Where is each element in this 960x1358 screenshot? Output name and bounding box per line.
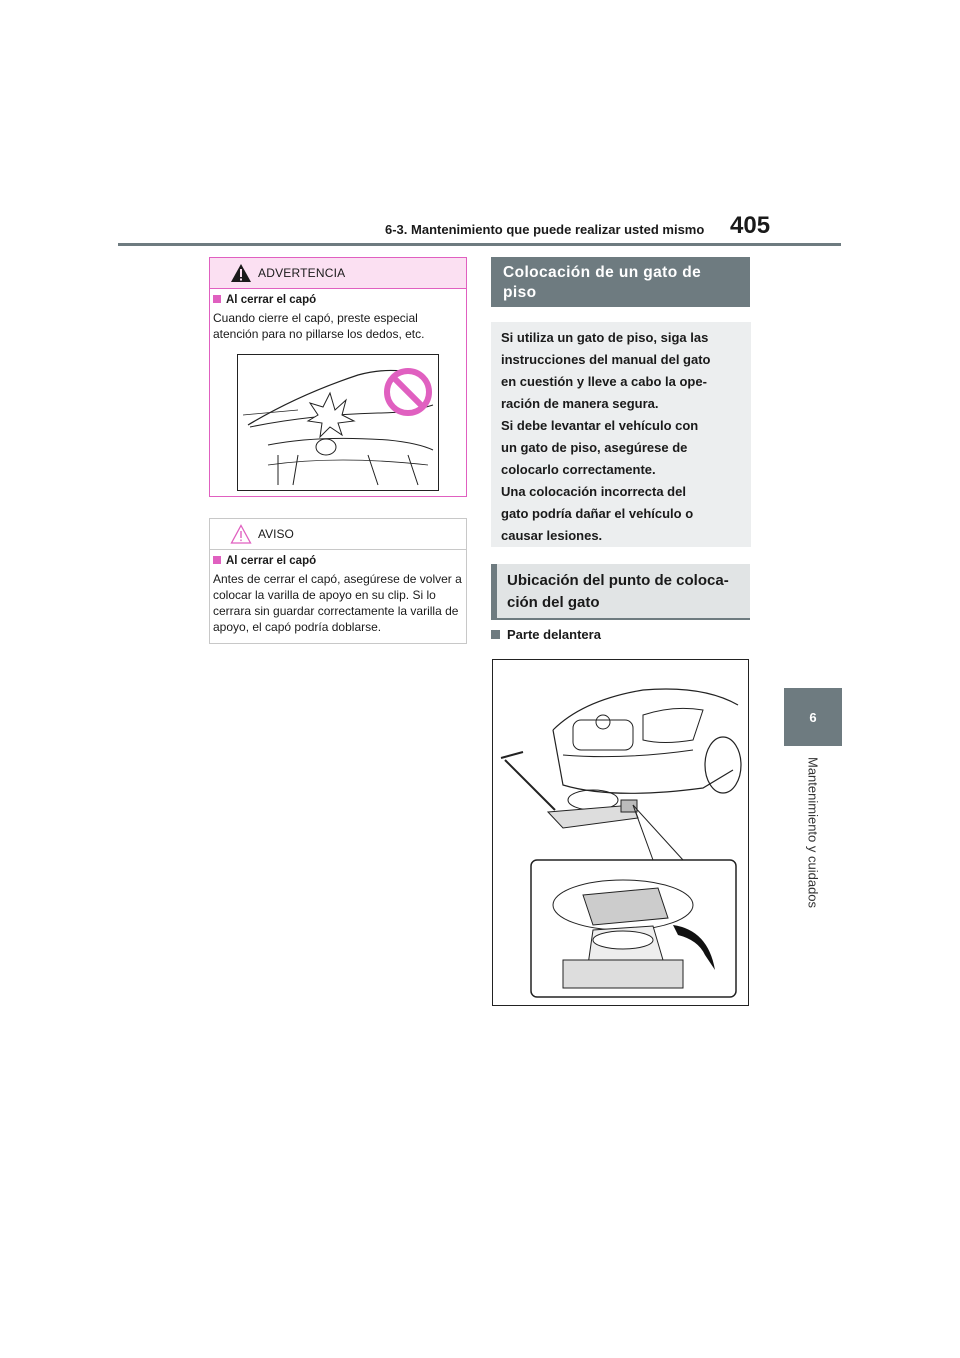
intro-line: en cuestión y lleve a cabo la ope- (501, 374, 707, 389)
intro-line: causar lesiones. (501, 528, 603, 543)
subsection-title-line: Ubicación del punto de coloca- (507, 572, 729, 589)
chapter-number: 6 (809, 709, 817, 725)
chapter-tab (784, 688, 842, 746)
bullet-square-icon (213, 556, 221, 564)
chapter-label: Mantenimiento y cuidados (805, 757, 821, 909)
header-divider (118, 243, 841, 246)
subsection-divider (491, 618, 750, 620)
section-heading-floor-jack: Colocación de un gato de piso (491, 257, 750, 307)
page-number: 405 (730, 212, 771, 239)
intro-line: ración de manera segura. (501, 396, 659, 411)
notice-label: AVISO (258, 527, 294, 541)
front-bullet: Parte delantera (491, 627, 601, 642)
intro-line: Una colocación incorrecta del (501, 484, 686, 499)
intro-line: Si utiliza un gato de piso, siga las (501, 330, 709, 345)
intro-line: gato podría dañar el vehículo o (501, 506, 694, 521)
warning-header (210, 258, 466, 289)
warning-triangle-icon (230, 263, 252, 283)
subsection-title-line: ción del gato (507, 594, 600, 611)
intro-line: instrucciones del manual del gato (501, 352, 711, 367)
bullet-square-icon (213, 295, 221, 303)
notice-subtitle: Al cerrar el capó (213, 555, 316, 567)
intro-line: un gato de piso, asegúrese de (501, 440, 688, 455)
subsection-heading-jack-point (491, 564, 750, 618)
hood-closing-illustration (237, 354, 439, 491)
intro-line: colocarlo correctamente. (501, 462, 656, 477)
jack-point-illustration (492, 659, 749, 1006)
chapter-label-vertical (786, 757, 840, 927)
notice-text: Antes de cerrar el capó, asegúrese de volver a colocar la varilla de apoyo en su clip. Si lo cerrara sin guardar correctamente la varilla de apoyo, el capó podría doblarse. (213, 572, 462, 634)
floor-jack-under-car-icon (493, 660, 748, 1005)
bullet-square-icon (491, 630, 500, 639)
warning-label: ADVERTENCIA (258, 266, 346, 280)
notice-header (210, 519, 466, 550)
warning-subtitle: Al cerrar el capó (213, 294, 316, 306)
caution-triangle-icon (230, 524, 252, 544)
warning-box (209, 257, 467, 497)
car-hood-prohibition-icon (238, 355, 438, 490)
warning-text: Cuando cierre el capó, preste especial atención para no pillarse los dedos, etc. (213, 311, 425, 341)
intro-line: Si debe levantar el vehículo con (501, 418, 699, 433)
notice-box (209, 518, 467, 644)
section-header-title: 6-3. Mantenimiento que puede realizar usted mismo (385, 222, 705, 237)
floor-jack-intro-box (491, 322, 751, 547)
